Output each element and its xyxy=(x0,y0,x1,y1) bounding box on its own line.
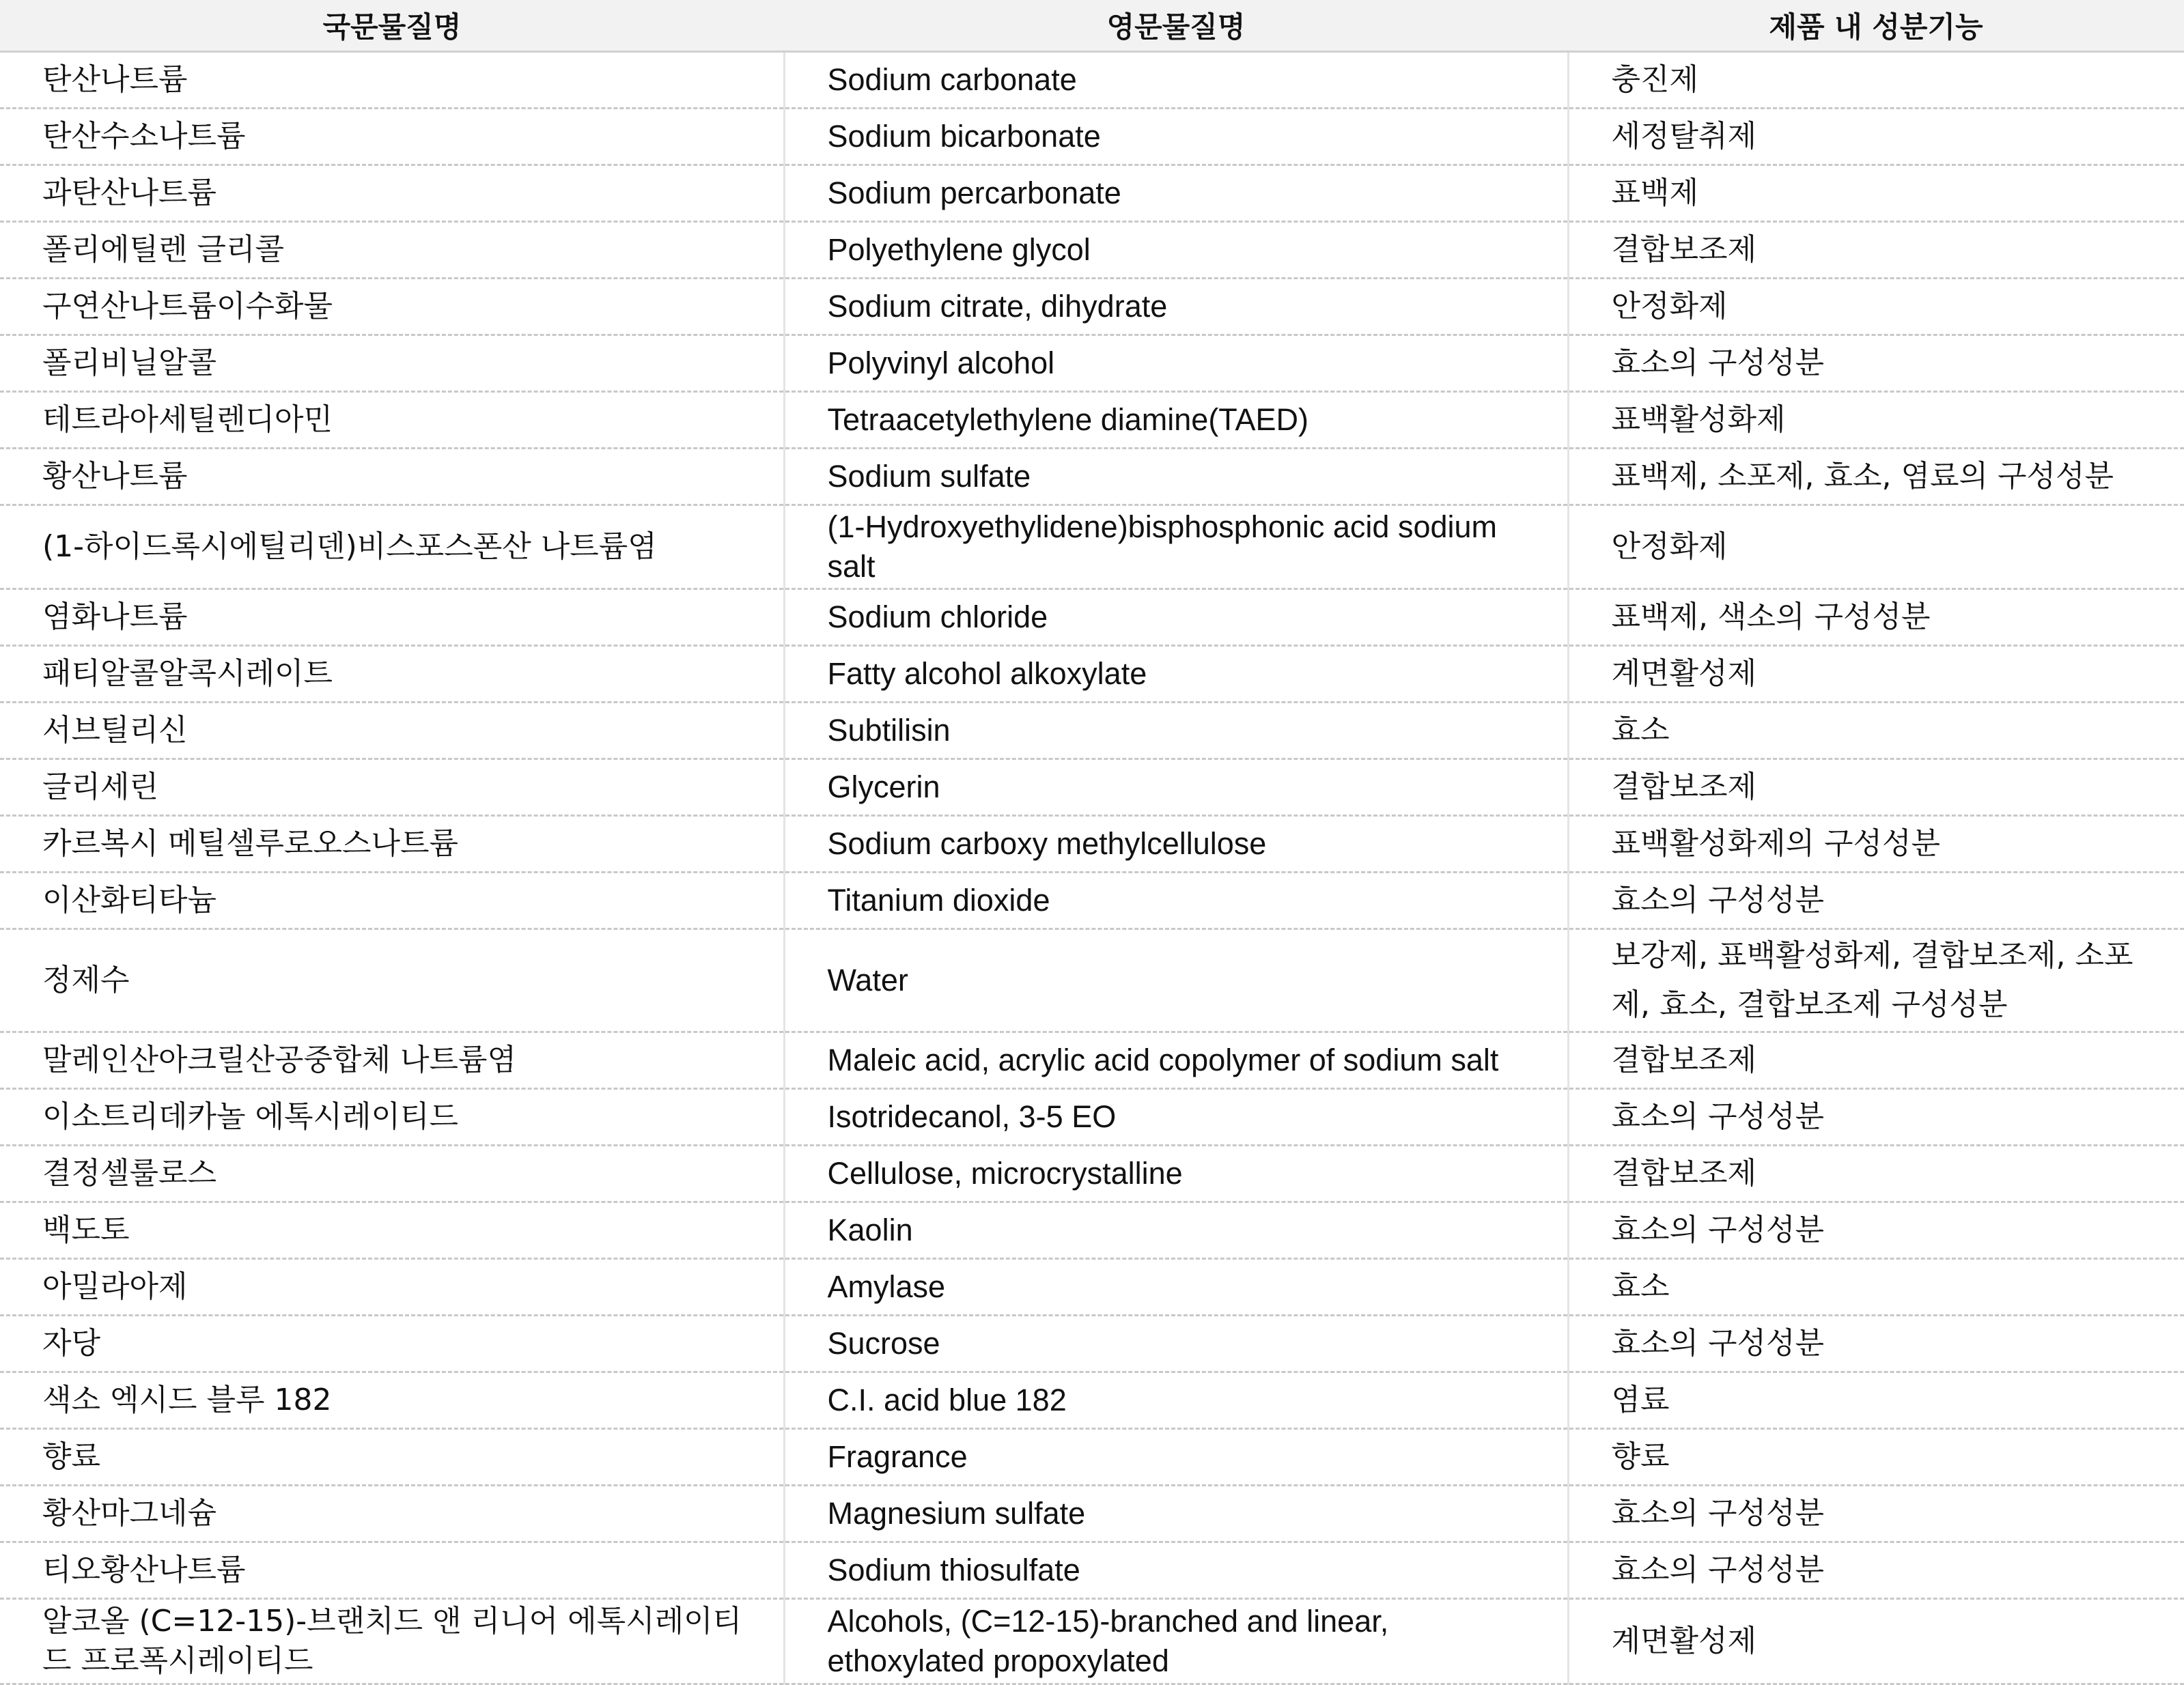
korean-name-cell: 테트라아세틸렌디아민 xyxy=(0,392,784,449)
english-name-cell: Glycerin xyxy=(784,759,1568,816)
function-cell: 표백제 xyxy=(1568,165,2184,222)
english-name-cell: Maleic acid, acrylic acid copolymer of sodium salt xyxy=(784,1032,1568,1089)
korean-name-cell: 염화나트륨 xyxy=(0,589,784,646)
function-cell: 안정화제 xyxy=(1568,505,2184,589)
function-cell: 보강제, 표백활성화제, 결합보조제, 소포제, 효소, 결합보조제 구성성분 xyxy=(1568,929,2184,1032)
english-name-cell: Amylase xyxy=(784,1259,1568,1316)
english-name-cell: Sodium percarbonate xyxy=(784,165,1568,222)
korean-name-cell: 서브틸리신 xyxy=(0,703,784,759)
table-row xyxy=(0,222,2184,279)
function-cell: 염료 xyxy=(1568,1372,2184,1429)
function-cell: 효소 xyxy=(1568,703,2184,759)
korean-name-cell: 글리세린 xyxy=(0,759,784,816)
korean-name-cell: (1-하이드록시에틸리덴)비스포스폰산 나트륨염 xyxy=(0,505,784,589)
korean-name-cell: 아밀라아제 xyxy=(0,1259,784,1316)
function-cell: 결합보조제 xyxy=(1568,222,2184,279)
korean-name-cell: 황산나트륨 xyxy=(0,449,784,505)
function-cell: 충진제 xyxy=(1568,52,2184,109)
english-name-cell: (1-Hydroxyethylidene)bisphosphonic acid sodium salt xyxy=(784,505,1568,589)
korean-name-cell: 폴리비닐알콜 xyxy=(0,335,784,392)
english-name-cell: Titanium dioxide xyxy=(784,873,1568,929)
english-name-cell: Fatty alcohol alkoxylate xyxy=(784,646,1568,703)
korean-name-cell: 구연산나트륨이수화물 xyxy=(0,279,784,335)
function-cell: 향료 xyxy=(1568,1429,2184,1486)
function-cell: 결합보조제 xyxy=(1568,1032,2184,1089)
english-name-cell: Sodium bicarbonate xyxy=(784,109,1568,165)
english-name-cell: Sucrose xyxy=(784,1316,1568,1372)
table-row xyxy=(0,1032,2184,1089)
header-english-name: 영문물질명 xyxy=(784,0,1568,52)
english-name-cell: Polyvinyl alcohol xyxy=(784,335,1568,392)
table-row xyxy=(0,109,2184,165)
function-cell: 효소의 구성성분 xyxy=(1568,1316,2184,1372)
english-name-cell: Cellulose, microcrystalline xyxy=(784,1146,1568,1202)
function-cell: 안정화제 xyxy=(1568,279,2184,335)
table-row xyxy=(0,1486,2184,1542)
table-row xyxy=(0,1599,2184,1684)
header-function: 제품 내 성분기능 xyxy=(1568,0,2184,52)
korean-name-cell: 폴리에틸렌 글리콜 xyxy=(0,222,784,279)
korean-name-cell: 탄산나트륨 xyxy=(0,52,784,109)
function-cell: 효소의 구성성분 xyxy=(1568,335,2184,392)
function-cell: 표백제, 색소의 구성성분 xyxy=(1568,589,2184,646)
english-name-cell: Water xyxy=(784,929,1568,1032)
korean-name-cell: 향료 xyxy=(0,1429,784,1486)
function-cell: 표백제, 소포제, 효소, 염료의 구성성분 xyxy=(1568,449,2184,505)
table-row xyxy=(0,1089,2184,1146)
english-name-cell: C.I. acid blue 182 xyxy=(784,1372,1568,1429)
function-cell: 효소의 구성성분 xyxy=(1568,873,2184,929)
table-row xyxy=(0,1259,2184,1316)
korean-name-cell: 자당 xyxy=(0,1316,784,1372)
table-row xyxy=(0,165,2184,222)
korean-name-cell: 결정셀룰로스 xyxy=(0,1146,784,1202)
korean-name-cell: 이소트리데카놀 에톡시레이티드 xyxy=(0,1089,784,1146)
english-name-cell: Fragrance xyxy=(784,1429,1568,1486)
korean-name-cell: 알코올 (C=12-15)-브랜치드 앤 리니어 에톡시레이티드 프로폭시레이티드 xyxy=(0,1599,784,1684)
korean-name-cell: 말레인산아크릴산공중합체 나트륨염 xyxy=(0,1032,784,1089)
english-name-cell: Tetraacetylethylene diamine(TAED) xyxy=(784,392,1568,449)
function-cell: 효소의 구성성분 xyxy=(1568,1089,2184,1146)
function-cell: 결합보조제 xyxy=(1568,1146,2184,1202)
english-name-cell: Sodium carbonate xyxy=(784,52,1568,109)
korean-name-cell: 정제수 xyxy=(0,929,784,1032)
table-row xyxy=(0,392,2184,449)
english-name-cell: Kaolin xyxy=(784,1202,1568,1259)
english-name-cell: Sodium citrate, dihydrate xyxy=(784,279,1568,335)
table-row xyxy=(0,505,2184,589)
english-name-cell: Polyethylene glycol xyxy=(784,222,1568,279)
english-name-cell: Isotridecanol, 3-5 EO xyxy=(784,1089,1568,1146)
table-body xyxy=(0,52,2184,1684)
table-row xyxy=(0,589,2184,646)
korean-name-cell: 이산화티타늄 xyxy=(0,873,784,929)
function-cell: 표백활성화제 xyxy=(1568,392,2184,449)
table-row xyxy=(0,873,2184,929)
english-name-cell: Magnesium sulfate xyxy=(784,1486,1568,1542)
table-row xyxy=(0,1542,2184,1599)
function-cell: 세정탈취제 xyxy=(1568,109,2184,165)
korean-name-cell: 탄산수소나트륨 xyxy=(0,109,784,165)
table-row xyxy=(0,279,2184,335)
table-row xyxy=(0,1372,2184,1429)
function-cell: 효소의 구성성분 xyxy=(1568,1542,2184,1599)
table-row xyxy=(0,335,2184,392)
header-row xyxy=(0,0,2184,52)
korean-name-cell: 과탄산나트륨 xyxy=(0,165,784,222)
table-row xyxy=(0,759,2184,816)
korean-name-cell: 티오황산나트륨 xyxy=(0,1542,784,1599)
function-cell: 표백활성화제의 구성성분 xyxy=(1568,816,2184,873)
function-cell: 효소의 구성성분 xyxy=(1568,1486,2184,1542)
table-row xyxy=(0,1202,2184,1259)
header-korean-name: 국문물질명 xyxy=(0,0,784,52)
function-cell: 결합보조제 xyxy=(1568,759,2184,816)
table-header xyxy=(0,0,2184,52)
table-row xyxy=(0,52,2184,109)
table-row xyxy=(0,1429,2184,1486)
korean-name-cell: 황산마그네슘 xyxy=(0,1486,784,1542)
table-row xyxy=(0,929,2184,1032)
korean-name-cell: 색소 엑시드 블루 182 xyxy=(0,1372,784,1429)
function-cell: 효소의 구성성분 xyxy=(1568,1202,2184,1259)
function-cell: 효소 xyxy=(1568,1259,2184,1316)
english-name-cell: Subtilisin xyxy=(784,703,1568,759)
function-cell: 계면활성제 xyxy=(1568,646,2184,703)
english-name-cell: Sodium carboxy methylcellulose xyxy=(784,816,1568,873)
table-row xyxy=(0,1316,2184,1372)
english-name-cell: Sodium sulfate xyxy=(784,449,1568,505)
table-row xyxy=(0,1146,2184,1202)
function-cell: 계면활성제 xyxy=(1568,1599,2184,1684)
english-name-cell: Sodium chloride xyxy=(784,589,1568,646)
korean-name-cell: 백도토 xyxy=(0,1202,784,1259)
korean-name-cell: 카르복시 메틸셀루로오스나트륨 xyxy=(0,816,784,873)
table-row xyxy=(0,703,2184,759)
table-row xyxy=(0,449,2184,505)
korean-name-cell: 패티알콜알콕시레이트 xyxy=(0,646,784,703)
english-name-cell: Sodium thiosulfate xyxy=(784,1542,1568,1599)
table-row xyxy=(0,646,2184,703)
table-row xyxy=(0,816,2184,873)
english-name-cell: Alcohols, (C=12-15)-branched and linear, ethoxylated propoxylated xyxy=(784,1599,1568,1684)
